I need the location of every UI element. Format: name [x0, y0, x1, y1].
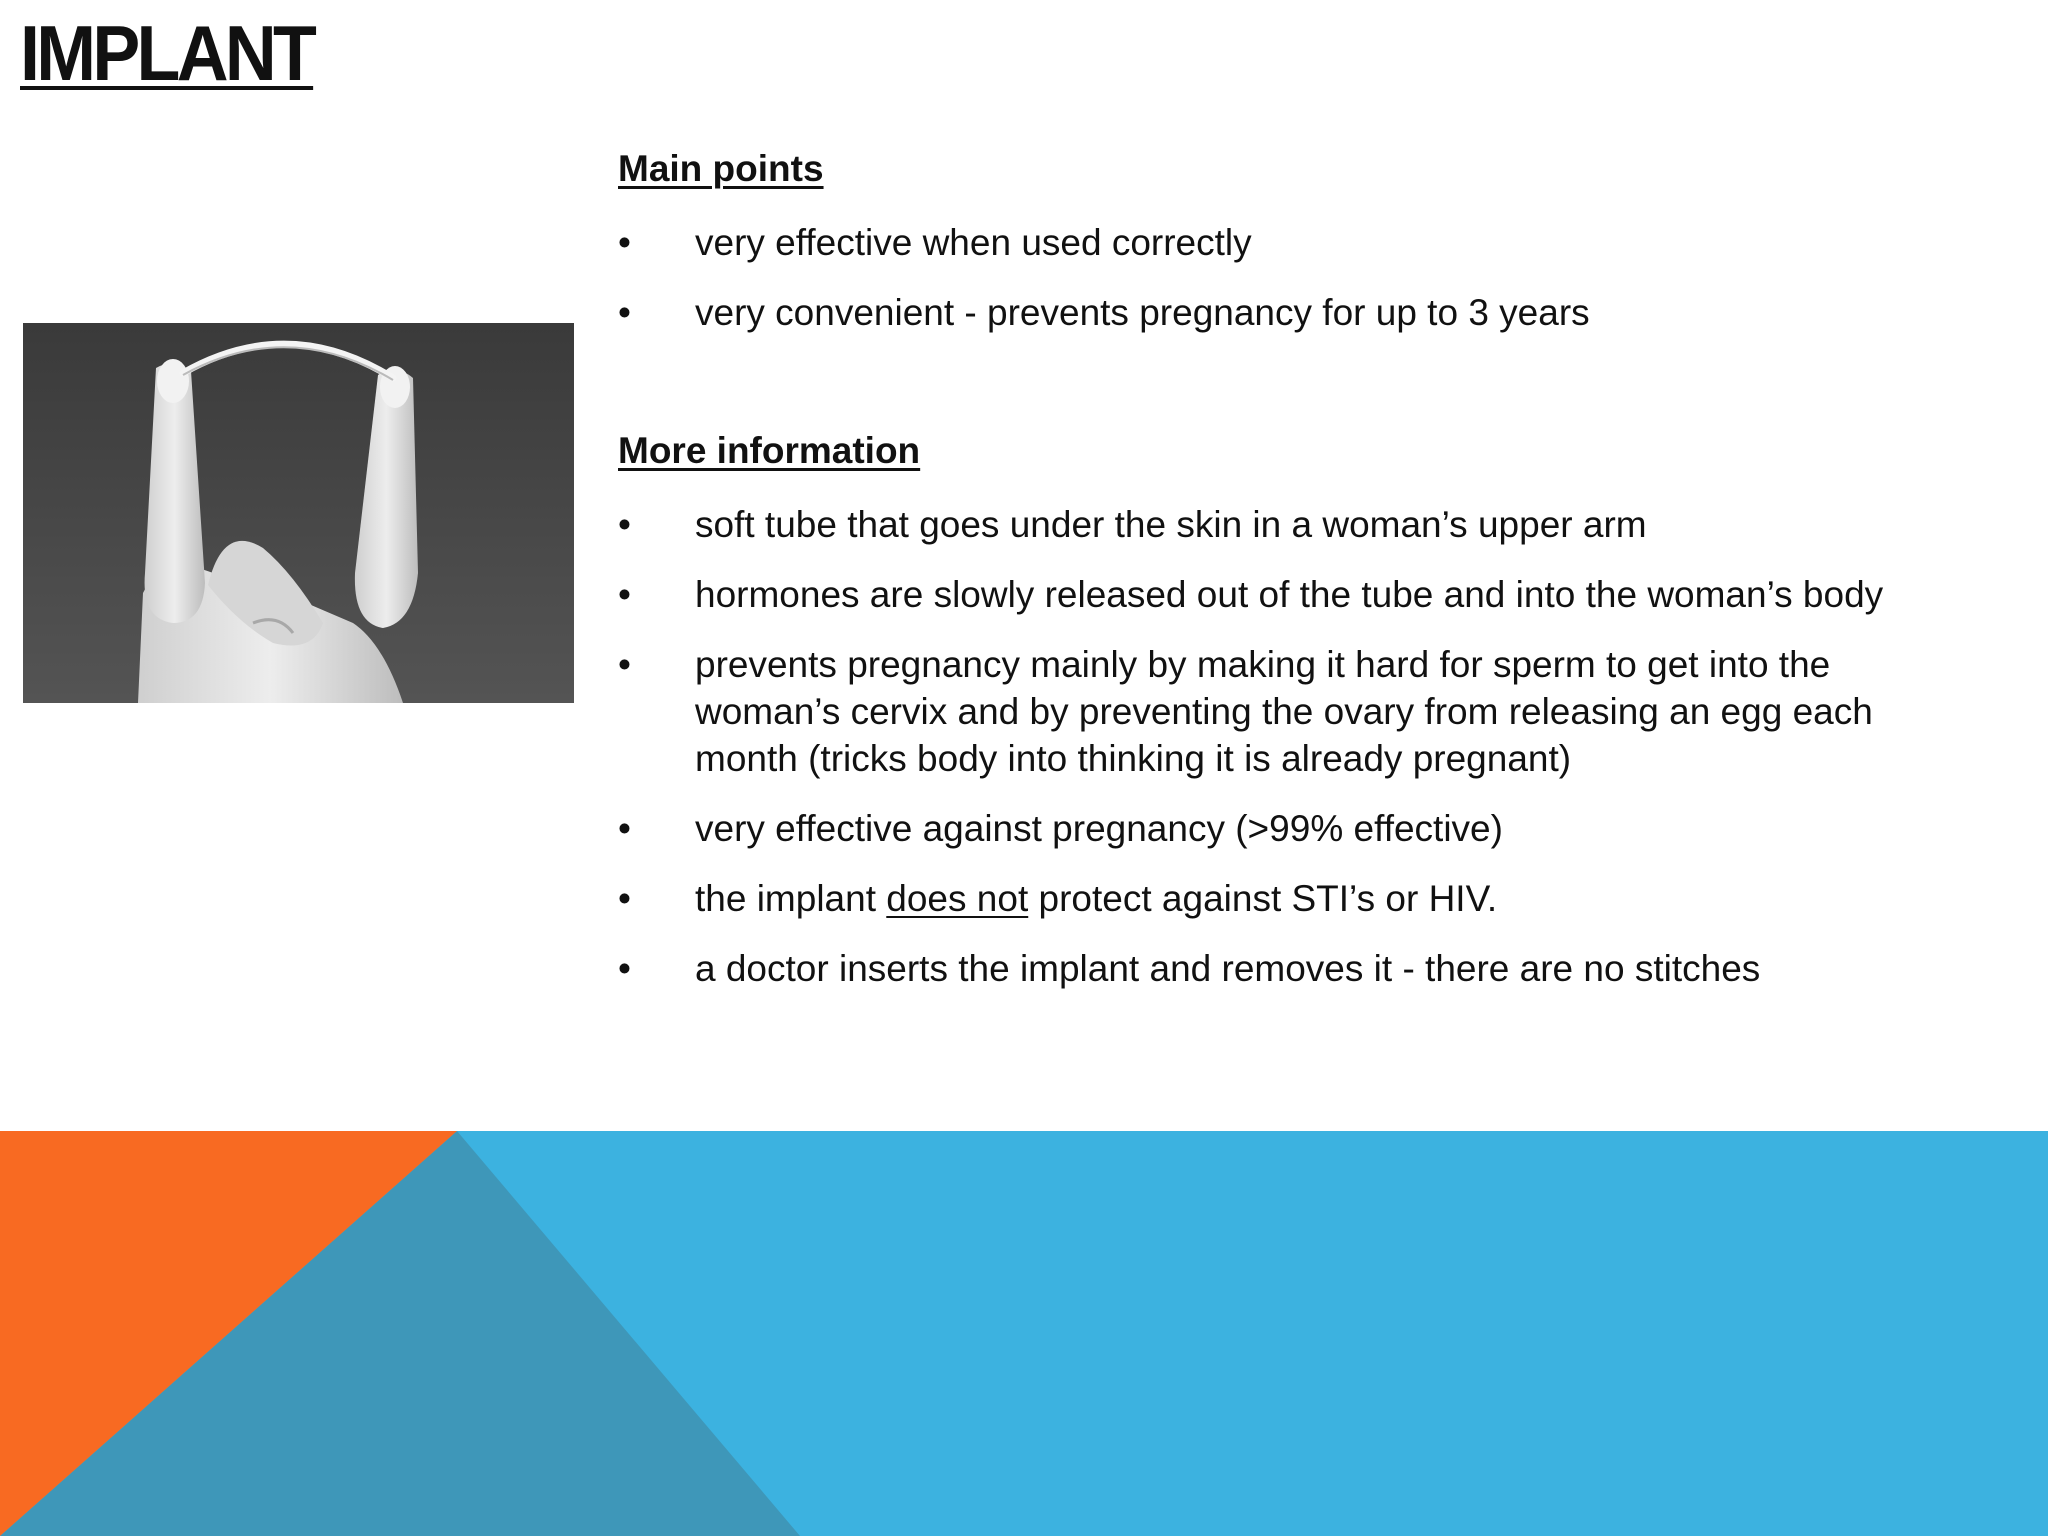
bullet-icon: • — [618, 222, 631, 263]
main-points-list — [618, 219, 2035, 359]
bullet-icon: • — [618, 292, 631, 333]
more-information-list — [618, 501, 2035, 1015]
emphasis-does-not: does not — [886, 878, 1029, 919]
footer-shapes-icon — [0, 1131, 2048, 1536]
bullet-text-line: month (tricks body into thinking it is already pregnant) — [695, 738, 1572, 779]
bullet-icon: • — [618, 504, 631, 545]
bullet-text: very effective when used correctly — [695, 222, 1252, 263]
implant-photo-icon — [23, 323, 574, 703]
bullet-text-line: woman’s cervix and by preventing the ovary from releasing an egg each — [695, 691, 1873, 732]
main-points-heading: Main points — [618, 148, 824, 189]
slide-title: IMPLANT — [20, 9, 314, 97]
list-item — [618, 875, 2035, 922]
bullet-icon: • — [618, 574, 631, 615]
bullet-text: soft tube that goes under the skin in a woman’s upper arm — [695, 504, 1647, 545]
list-item — [618, 571, 2035, 618]
list-item — [618, 219, 2035, 266]
bullet-text-before: the implant — [695, 878, 887, 919]
bullet-text: hormones are slowly released out of the tube and into the woman’s body — [695, 574, 1884, 615]
bullet-icon: • — [618, 878, 631, 919]
list-item — [618, 641, 2035, 782]
bullet-text-after: protect against STI’s or HIV. — [1028, 878, 1498, 919]
bullet-icon: • — [618, 948, 631, 989]
bullet-text: very convenient - prevents pregnancy for up to 3 years — [695, 292, 1590, 333]
bullet-text: a doctor inserts the implant and removes it - there are no stitches — [695, 948, 1761, 989]
list-item — [618, 945, 2035, 992]
bullet-text: very effective against pregnancy (>99% effective) — [695, 808, 1503, 849]
more-information-heading: More information — [618, 430, 921, 471]
list-item — [618, 289, 2035, 336]
list-item — [618, 501, 2035, 548]
list-item — [618, 805, 2035, 852]
bullet-text-line: prevents pregnancy mainly by making it hard for sperm to get into the — [695, 644, 1831, 685]
bullet-icon: • — [618, 808, 631, 849]
decorative-footer-band — [0, 1131, 2048, 1536]
implant-photo — [23, 323, 574, 703]
bullet-icon: • — [618, 644, 631, 685]
